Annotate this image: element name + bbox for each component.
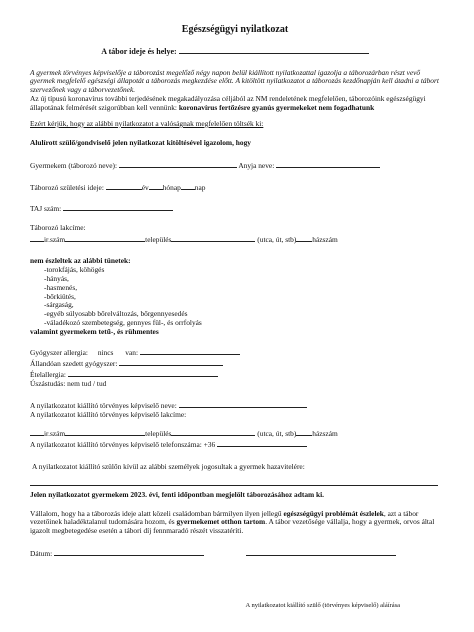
pickup-blank-row — [30, 478, 440, 489]
symptom-item: -hasmenés, — [44, 282, 78, 292]
guardian-phone-label: A nyilatkozatot kiállító törvényes képviselő telefonszáma: +36 — [30, 440, 216, 450]
allergy-blank[interactable] — [140, 347, 240, 355]
birth-label: Táborozó születési ideje: — [30, 182, 104, 192]
camp-label: A tábor ideje és helye: — [101, 47, 177, 56]
house-blank[interactable] — [296, 234, 312, 242]
final-bold-2: gyermekemet otthon tartom — [176, 517, 266, 527]
symptom-item: -egyéb súlyosabb bőrelváltozás, bőrgennyesedés — [44, 309, 188, 319]
document-title: Egészségügyi nyilatkozat — [181, 24, 289, 35]
instruction: Ezért kérjük, hogy az alábbi nyilatkozatot a valóságnak megfelelően töltsék ki: — [30, 118, 264, 128]
food-allergy-row — [30, 369, 440, 380]
symptoms-footer: valamint gyermekem tetű-, és rühmentes — [30, 327, 159, 337]
final-paragraph — [30, 510, 440, 537]
birth-row — [30, 182, 440, 193]
birth-month-label: hónap — [162, 182, 181, 192]
birth-day-label: nap — [194, 182, 206, 192]
town-blank[interactable] — [65, 234, 145, 242]
pickup-text: A nyilatkozatot kiállító szülőn kívül az alábbi személyek jogosultak a gyermek hazavitelére: — [32, 461, 305, 471]
intro-italic: A gyermek törvényes képviselője a táborozást megelőző négy napon belül kiállított nyilatkozattal igazolja a táborozárban részt vevő gyermek megfelelő egészségi állapotát a táborozás megkezdése előtt. A kitöltött nyilatkozatot a táborozás kezdőnapján kell átadni a tábort szervezőnek vagy a táborvezetőnek. — [30, 67, 439, 95]
symptom-item: -hányás, — [44, 273, 69, 283]
final-text-1: Vállalom, hogy ha a táborozás ideje alatt közeli családomban bármilyen ilyen jellegű — [30, 508, 282, 518]
symptom-item: -bőrkiütés, — [44, 291, 76, 301]
medication-row — [30, 358, 440, 369]
town-label: település — [145, 235, 172, 245]
signature-label: A nyilatkozatot kiállító szülő (törvényes képviselő) aláírása — [245, 602, 400, 609]
allergy-none: nincs — [97, 347, 114, 357]
guardian-address-row — [30, 428, 440, 439]
guardian-zip-blank[interactable] — [30, 428, 44, 436]
guardian-town-blank[interactable] — [65, 428, 145, 436]
guardian-name-label: A nyilatkozatot kiállító törvényes képviselő neve: — [30, 401, 177, 411]
address-row — [30, 234, 440, 245]
guardian-phone-row — [30, 439, 440, 450]
symptom-item: -sárgaság, — [44, 300, 74, 310]
date-label: Dátum: — [30, 549, 53, 559]
street-blank[interactable] — [171, 234, 255, 242]
camp-blank[interactable] — [179, 46, 369, 54]
child-label: Gyermekem (táborozó neve): — [30, 160, 118, 170]
zip-label: ir.szám — [44, 235, 66, 245]
food-allergy-label: Ételallergia: — [30, 369, 66, 379]
signature-blank[interactable] — [246, 548, 396, 556]
birth-year-label: év — [141, 182, 149, 192]
guardian-house-blank[interactable] — [296, 428, 312, 436]
guardian-town-label: település — [145, 429, 172, 439]
pickup-blank[interactable] — [30, 478, 438, 486]
street-label: (utca, út, stb) — [257, 235, 297, 245]
mother-label: Anyja neve: — [238, 160, 275, 170]
guardian-address-label: A nyilatkozatot kiállító törvényes képviselő lakcíme: — [30, 410, 187, 420]
guardian-phone-blank[interactable] — [217, 439, 307, 447]
symptom-item: -váladékozó szembetegség, gennyes fül-, és orrfolyás — [44, 318, 202, 328]
address-label: Táborozó lakcíme: — [30, 223, 86, 233]
final-text-3: . A tábor vezetősége vállalja, hogy a gyermek, orvos által igazolt megbetegedése esetén a tábori díj fennmaradó részét visszatéríti. — [30, 517, 435, 536]
zip-blank[interactable] — [30, 234, 44, 242]
house-label: házszám — [312, 235, 338, 245]
guardian-name-blank[interactable] — [179, 400, 307, 408]
swim-row: Úszástudás: nem tud / tud — [30, 378, 107, 388]
mother-name-blank[interactable] — [276, 160, 380, 168]
birth-day-blank[interactable] — [181, 182, 195, 190]
medication-label: Állandóan szedett gyógyszer: — [30, 358, 118, 368]
final-text-2: , azt a tábor vezetőinek haladéktalanul tudomására hozom, és — [30, 508, 419, 527]
birth-month-blank[interactable] — [149, 182, 163, 190]
symptoms-title: nem észleltek az alábbi tünetek: — [30, 256, 131, 266]
intro-normal: Az új típusú koronavírus további terjedésének megakadályozása céljából az NM rendeletének megfelelően, táborozóink egészségügyi állapotának felmérését szigorúbban kell vennünk: — [30, 94, 426, 113]
symptoms-list — [30, 266, 440, 328]
guardian-street-label: (utca, út, stb) — [257, 429, 297, 439]
food-allergy-blank[interactable] — [68, 369, 218, 377]
allergy-yes: van: — [125, 347, 139, 357]
child-name-blank[interactable] — [119, 160, 237, 168]
allergy-label: Gyógyszer allergia: — [30, 347, 88, 357]
date-row — [30, 548, 440, 559]
birth-year-blank[interactable] — [106, 182, 142, 190]
guardian-zip-label: ir.szám — [44, 429, 66, 439]
taj-blank[interactable] — [63, 203, 173, 211]
intro-bold: koronavírus fertőzésre gyanús gyermekeket nem fogadhatunk — [178, 103, 375, 113]
camp-field — [30, 46, 440, 57]
handover-text: Jelen nyilatkozatot gyermekem 2023. évi, fenti időpontban megjelölt táborozásához adtam ki. — [30, 489, 325, 499]
symptom-item: -torokfájás, köhögés — [44, 264, 105, 274]
allergy-row — [30, 347, 440, 358]
guardian-street-blank[interactable] — [171, 428, 255, 436]
intro-paragraph — [30, 95, 440, 113]
final-bold-1: egészségügyi problémát észlelek — [283, 508, 384, 518]
medication-blank[interactable] — [119, 358, 223, 366]
declaration-intro: Alulírott szülő/gondviselő jelen nyilatkozat kitöltésével igazolom, hogy — [30, 137, 251, 147]
taj-label: TAJ szám: — [30, 204, 62, 214]
date-blank[interactable] — [54, 548, 204, 556]
taj-row — [30, 203, 440, 214]
child-row — [30, 160, 440, 171]
guardian-house-label: házszám — [312, 429, 338, 439]
